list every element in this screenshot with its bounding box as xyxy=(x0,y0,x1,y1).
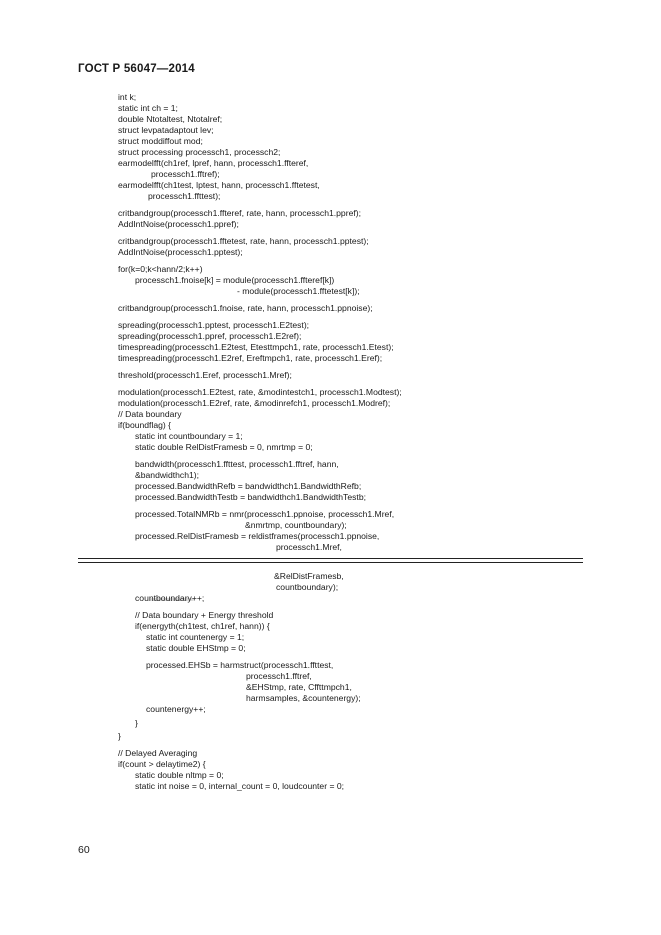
code-line: modulation(processch1.E2ref, rate, &modinrefch1, processch1.Modref); xyxy=(118,398,391,408)
code-line: processed.TotalNMRb = nmr(processch1.ppnoise, processch1.Mref, xyxy=(135,509,395,519)
code-line: countboundary); xyxy=(276,582,339,592)
code-line: modulation(processch1.E2test, rate, &modintestch1, processch1.Modtest); xyxy=(118,387,402,397)
code-line: static double nltmp = 0; xyxy=(135,770,224,780)
code-line: if(boundflag) { xyxy=(118,420,172,430)
code-line: struct levpatadaptout lev; xyxy=(118,125,214,135)
page-number: 60 xyxy=(78,844,90,856)
code-line: countenergy++; xyxy=(146,704,206,714)
code-line: earmodelfft(ch1ref, lpref, hann, processch1.ffteref, xyxy=(118,158,309,168)
code-line: // Data boundary xyxy=(118,409,182,419)
code-line: processch1.fnoise[k] = module(processch1.ffteref[k]) xyxy=(135,275,335,285)
code-line: spreading(processch1.ppref, processch1.E2ref); xyxy=(118,331,302,341)
code-line: // Data boundary + Energy threshold xyxy=(135,610,274,620)
code-line: struct moddiffout mod; xyxy=(118,136,203,146)
code-line: critbandgroup(processch1.fftetest, rate, hann, processch1.pptest); xyxy=(118,236,369,246)
code-line: static double EHStmp = 0; xyxy=(146,643,246,653)
code-line: for(k=0;k<hann/2;k++) xyxy=(118,264,203,274)
code-line: timespreading(processch1.E2ref, Ereftmpch1, rate, processch1.Eref); xyxy=(118,353,383,363)
code-line: static int noise = 0, internal_count = 0, loudcounter = 0; xyxy=(135,781,345,791)
code-line: countboundary++; xyxy=(135,593,205,603)
code-line: critbandgroup(processch1.ffteref, rate, hann, processch1.ppref); xyxy=(118,208,361,218)
code-line: static int countboundary = 1; xyxy=(135,431,243,441)
code-line: // Delayed Averaging xyxy=(118,748,198,758)
code-line: if(count > delaytime2) { xyxy=(118,759,206,769)
code-line: static int countenergy = 1; xyxy=(146,632,245,642)
code-line: critbandgroup(processch1.fnoise, rate, hann, processch1.ppnoise); xyxy=(118,303,373,313)
code-line: double Ntotaltest, Ntotalref; xyxy=(118,114,223,124)
code-line: &bandwidthch1); xyxy=(135,470,200,480)
code-line: processed.RelDistFramesb = reldistframes(processch1.ppnoise, xyxy=(135,531,380,541)
code-line: bandwidth(processch1.ffttest, processch1.fftref, hann, xyxy=(135,459,339,469)
code-line: &RelDistFramesb, xyxy=(274,571,344,581)
page-header: ГОСТ Р 56047—2014 xyxy=(78,63,195,75)
code-line: processch1.Mref, xyxy=(276,542,342,552)
code-line: processed.BandwidthRefb = bandwidthch1.BandwidthRefb; xyxy=(135,481,362,491)
code-line: harmsamples, &countenergy); xyxy=(246,693,361,703)
code-line: threshold(processch1.Eref, processch1.Mref); xyxy=(118,370,292,380)
code-line: int k; xyxy=(118,92,137,102)
code-line: } xyxy=(135,718,138,728)
code-line: spreading(processch1.pptest, processch1.E2test); xyxy=(118,320,310,330)
code-line: - module(processch1.fftetest[k]); xyxy=(237,286,360,296)
code-line: timespreading(processch1.E2test, Etesttmpch1, rate, processch1.Etest); xyxy=(118,342,394,352)
code-line: if(energyth(ch1test, ch1ref, hann)) { xyxy=(135,621,270,631)
code-line: } xyxy=(118,731,121,741)
code-line: earmodelfft(ch1test, lptest, hann, processch1.fftetest, xyxy=(118,180,320,190)
code-line: AddIntNoise(processch1.ppref); xyxy=(118,219,239,229)
code-line: processch1.ffttest); xyxy=(148,191,221,201)
code-line: processch1.fftref); xyxy=(151,169,220,179)
code-line: static int ch = 1; xyxy=(118,103,178,113)
code-line: processch1.fftref, xyxy=(246,671,312,681)
code-line: &nmrtmp, countboundary); xyxy=(245,520,347,530)
code-line: static double RelDistFramesb = 0, nmrtmp = 0; xyxy=(135,442,313,452)
code-line: processed.BandwidthTestb = bandwidthch1.BandwidthTestb; xyxy=(135,492,366,502)
code-line: processed.EHSb = harmstruct(processch1.ffttest, xyxy=(146,660,334,670)
code-line: AddIntNoise(processch1.pptest); xyxy=(118,247,243,257)
code-line: struct processing processch1, processch2; xyxy=(118,147,281,157)
code-line: &EHStmp, rate, Cffttmpch1, xyxy=(246,682,352,692)
